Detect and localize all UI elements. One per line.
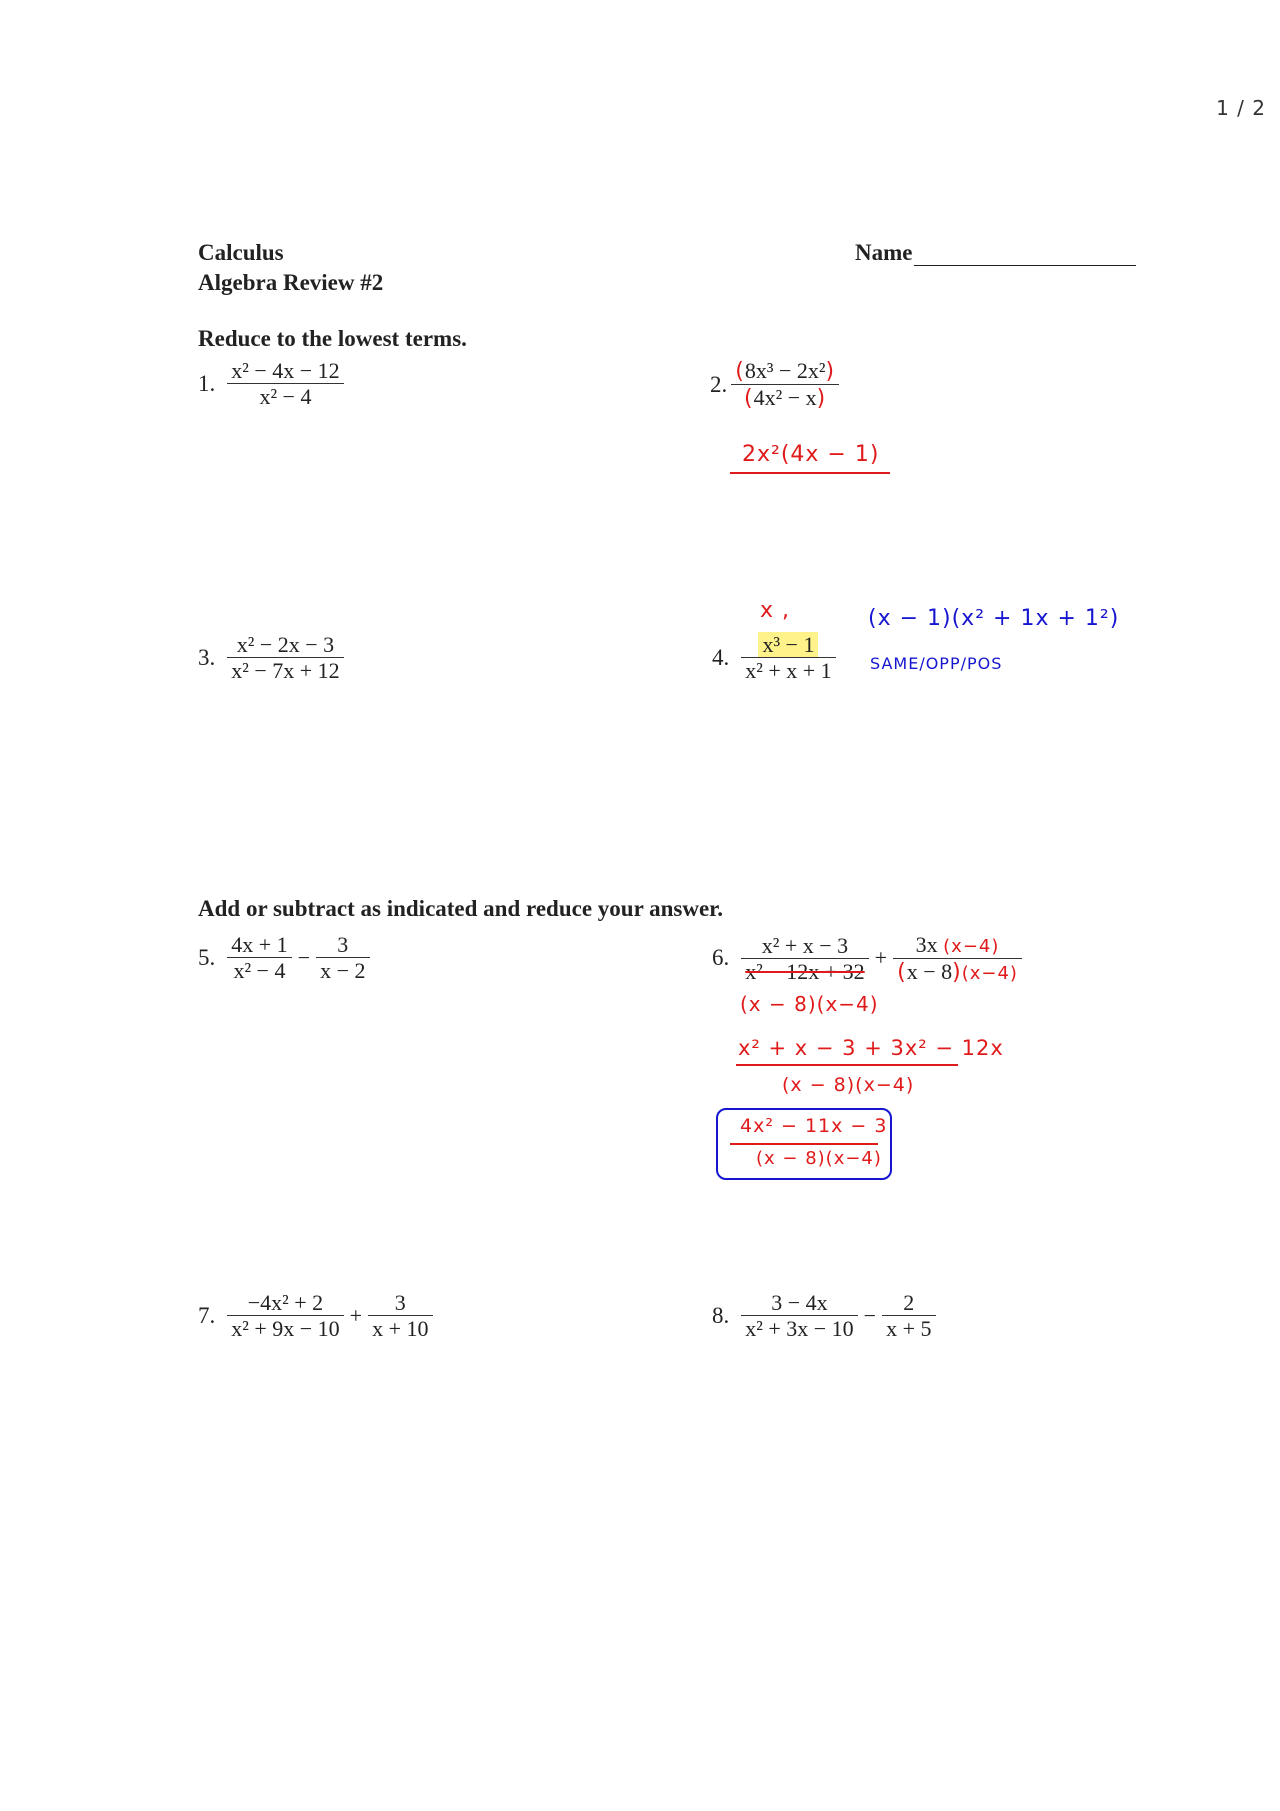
worksheet-title: Algebra Review #2 [198,270,384,295]
fraction [227,358,343,410]
p4-handwritten-note: SAME/OPP/POS [870,654,1003,673]
denominator: x² + 9x − 10 [231,1316,340,1342]
p6-final-numerator: 4x² − 11x − 3 [740,1115,888,1137]
problem-8 [712,1290,936,1342]
section1-instruction: Reduce to the lowest terms. [198,326,467,351]
fraction-1 [741,933,868,985]
numerator: (8x³ − 2x²) [735,358,836,384]
numerator: 3 − 4x [771,1290,828,1315]
denominator: x² − 7x + 12 [231,658,340,684]
p4-handwritten-marks: x , [760,598,791,623]
problem-5 [198,932,370,984]
p4-handwritten-factored: (x − 1)(x² + 1x + 1²) [868,606,1120,631]
numerator: 2 [903,1290,915,1315]
problem-number: 2. [710,371,728,397]
problem-number: 8. [712,1302,730,1328]
name-label: Name [855,240,913,265]
denominator-crossed-out: x² − 12x + 32 [745,958,865,984]
fraction-2 [368,1290,432,1342]
numerator: 4x + 1 [231,932,288,957]
problem-number: 6. [712,945,730,971]
fraction [731,358,839,412]
handwritten-factor: (x−4) [943,936,1000,957]
denominator: x² + x + 1 [745,658,832,684]
numerator: 3 [394,1290,406,1315]
operator: + [349,1302,363,1328]
numerator: x³ − 1 [758,632,818,657]
denominator: (x − 8)(x−4) [897,958,1018,985]
denominator: (4x² − x) [744,385,827,412]
problem-1 [198,358,344,410]
paren-open-mark: ( [897,959,907,985]
problem-2 [710,358,839,412]
fraction-1 [741,1290,857,1342]
fraction-2 [316,932,369,984]
p6-handwritten-step-denominator: (x − 8)(x−4) [782,1074,915,1096]
fraction-2 [893,932,1022,985]
p6-handwritten-step-numerator: x² + x − 3 + 3x² − 12x [738,1036,1004,1060]
problem-7 [198,1290,433,1342]
paren-close-mark: ) [952,959,962,985]
problem-3 [198,632,344,684]
problem-number: 5. [198,944,216,970]
paren-close-mark: ) [816,386,827,412]
paren-open-mark: ( [744,386,754,412]
p2-handwritten-answer: 2x²(4x − 1) [742,442,880,467]
problem-6 [712,932,1022,985]
p6-final-denominator: (x − 8)(x−4) [756,1148,882,1169]
denominator: x − 2 [320,958,366,984]
denominator: x + 5 [886,1316,932,1342]
fraction [227,632,343,684]
problem-4 [712,632,836,684]
denominator: x² − 4 [259,384,312,410]
problem-number: 1. [198,370,216,396]
numerator: −4x² + 2 [247,1290,324,1315]
denominator: x² + 3x − 10 [745,1316,854,1342]
p2-answer-underline [730,472,890,474]
numerator: 3 [337,932,349,957]
fraction-1 [227,932,291,984]
name-blank-line [914,243,1136,266]
numerator: x² − 2x − 3 [236,632,335,657]
p6-handwritten-den-factored: (x − 8)(x−4) [740,992,879,1016]
course-title: Calculus [198,240,284,265]
page-indicator: 1 / 2 [1216,96,1266,120]
numerator: x² + x − 3 [761,932,849,958]
operator: + [874,945,888,971]
problem-number: 4. [712,644,730,670]
denominator: x² − 4 [233,958,286,984]
p6-final-fraction-bar [730,1143,878,1145]
operator: − [297,944,311,970]
paren-close-mark: ) [825,359,836,384]
denominator: x + 10 [372,1316,429,1342]
problem-number: 7. [198,1302,216,1328]
handwritten-factor: (x−4) [961,962,1018,984]
operator: − [863,1302,877,1328]
numerator: x² − 4x − 12 [231,358,340,383]
fraction-1 [227,1290,343,1342]
problem-number: 3. [198,644,216,670]
name-field [855,240,1136,266]
fraction-2 [882,1290,935,1342]
paren-open-mark: ( [735,359,745,384]
p6-final-answer-box [716,1108,892,1180]
p6-step-fraction-bar [736,1064,958,1066]
fraction [741,632,835,684]
numerator: 3x (x−4) [915,932,1000,957]
section2-instruction: Add or subtract as indicated and reduce your answer. [198,896,724,921]
